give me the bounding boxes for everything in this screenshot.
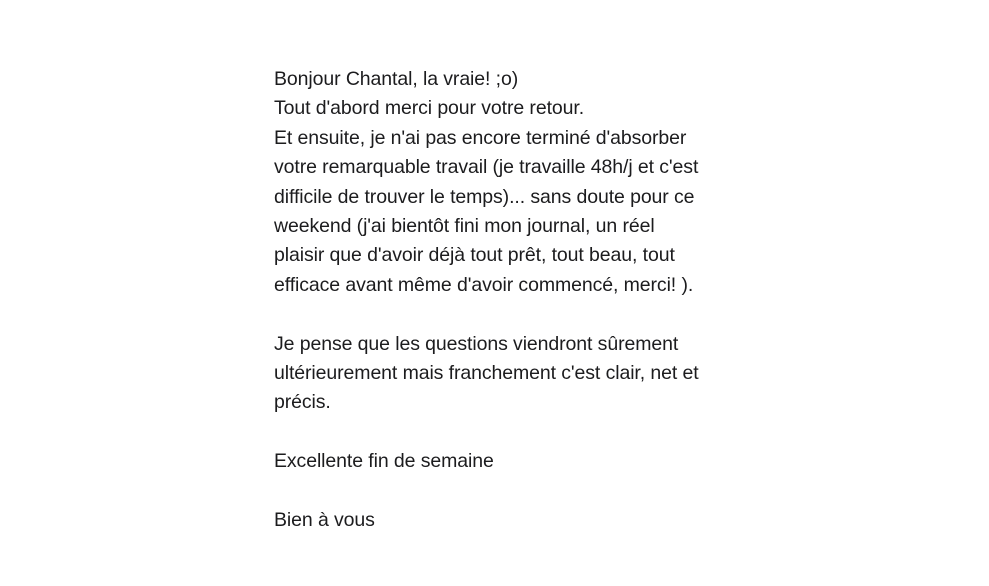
paragraph-line: Et ensuite, je n'ai pas encore terminé d'absorber [274, 126, 687, 149]
paragraph-line: plaisir que d'avoir déjà tout prêt, tout beau, tout [274, 244, 675, 267]
greeting-line: Bonjour Chantal, la vraie! ;o) [274, 68, 519, 90]
paragraph-line: ultérieurement mais franchement c'est clair, net et [274, 361, 699, 384]
paragraph-spacer [274, 300, 774, 329]
paragraph-line: votre remarquable travail (je travaille 48h/j et c'est [274, 156, 699, 179]
paragraph-spacer [274, 476, 774, 505]
paragraph-line: efficace avant même d'avoir commencé, merci! ). [274, 273, 694, 296]
paragraph-line: difficile de trouver le temps)... sans doute pour ce [274, 185, 695, 208]
paragraph-line: précis. [274, 391, 331, 414]
paragraph-line: weekend (j'ai bientôt fini mon journal, un réel [274, 214, 655, 237]
message-body [274, 65, 774, 535]
paragraph-line: Je pense que les questions viendront sûrement [274, 332, 679, 355]
closing-line: Excellente fin de semaine [274, 450, 494, 473]
paragraph-line: Tout d'abord merci pour votre retour. [274, 97, 585, 120]
signoff-line: Bien à vous [274, 508, 375, 531]
paragraph-spacer [274, 418, 774, 447]
